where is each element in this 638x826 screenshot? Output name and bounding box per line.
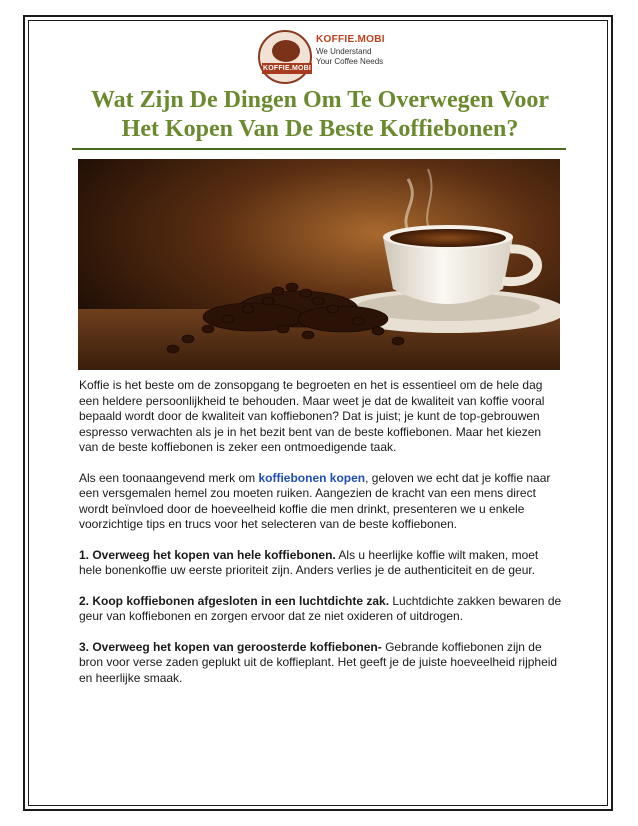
hero-coffee-image [78,159,560,370]
tip-2 [79,594,563,625]
coffee-cup-icon [272,40,300,62]
article-body [79,378,563,701]
page-title [60,86,580,144]
logo-ribbon: KOFFIE.MOBI [262,65,312,72]
logo-emblem [258,30,312,84]
tip-3-heading: 3. Overweeg het kopen van geroosterde koffiebonen- [79,639,382,654]
brand-paragraph [79,471,563,533]
tip-1 [79,548,563,579]
tip-2-text: Luchtdichte zakken bewaren de geur van koffiebonen en zorgen ervoor dat ze niet oxideren of uitdrogen. [79,593,562,623]
tip-3 [79,640,563,687]
logo-tagline-2: Your Coffee Needs [316,57,384,66]
tip-1-heading: 1. Overweeg het kopen van hele koffiebonen. [79,547,336,562]
coffee-cup-illustration [78,159,560,370]
koffiebonen-kopen-link[interactable]: koffiebonen kopen [258,470,366,485]
brand-paragraph-start: Als een toonaangevend merk om [79,470,259,485]
tip-3-text: Gebrande koffiebonen zijn de bron voor verse zaden geplukt uit de koffieplant. Het geeft je de juiste hoeveelheid rijpheid en heerlijke smaak. [79,639,558,685]
tip-1-text: Als u heerlijke koffie wilt maken, moet hele bonenkoffie uw eerste prioriteit zijn. Anders verlies je de authenticiteit en de geur. [79,547,539,577]
tip-2-heading: 2. Koop koffiebonen afgesloten in een luchtdichte zak. [79,593,390,608]
logo-tagline-1: We Understand [316,47,372,56]
koffie-mobi-logo[interactable] [258,30,388,84]
title-divider [72,148,566,150]
brand-paragraph-end: , geloven we echt dat je koffie naar een versgemalen hemel zou moeten ruiken. Aangezien de kracht van een mens direct wordt beïnvloed door de hoeveelheid koffie die men drinkt, presenteren we u enkele voorzichtige tips en trucs voor het selecteren van de beste koffiebonen. [79,470,551,531]
intro-paragraph: Koffie is het beste om de zonsopgang te begroeten en het is essentieel om de hele dag een heldere persoonlijkheid te behouden. Maar weet je dat de kwaliteit van koffie vooral bepaald wordt door de kwaliteit van koffiebonen? Dat is juist; je kunt de top-gebrouwen espresso verwachten als je in het bezit bent van de beste koffiebonen. Maar het kiezen van de beste koffiebonen is zeker een ontmoedigende taak. [79,378,545,454]
page-title-line-2: Het Kopen Van De Beste Koffiebonen? [121,116,519,142]
page-title-line-1: Wat Zijn De Dingen Om Te Overwegen Voor [90,87,549,113]
logo-brand-name: KOFFIE.MOBI [316,34,385,45]
